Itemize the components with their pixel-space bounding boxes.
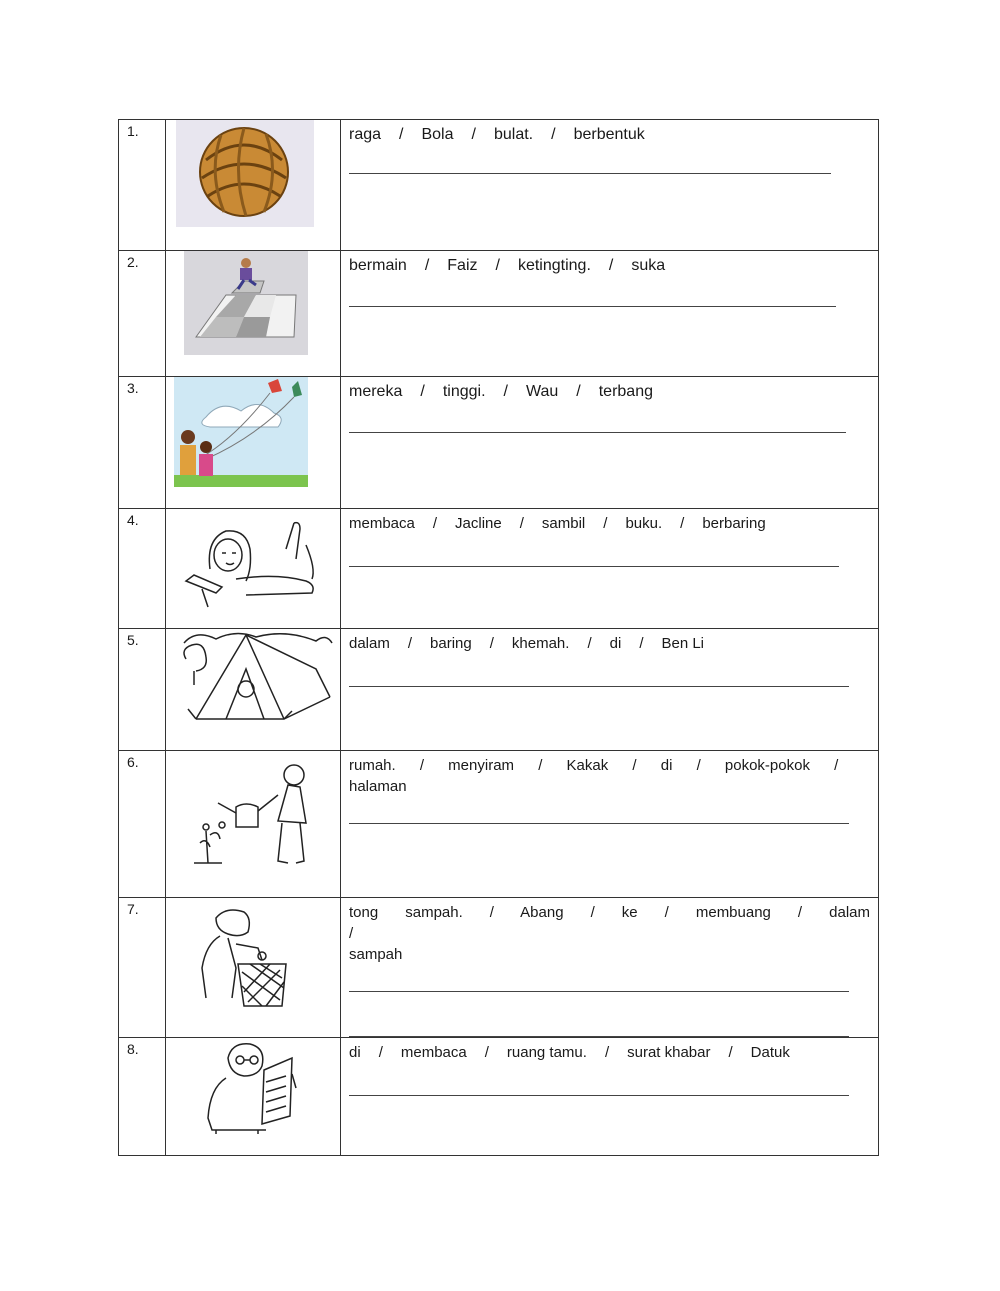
row-number: 4. (119, 509, 166, 629)
picture-cell (166, 751, 341, 898)
word: Datuk (750, 1044, 790, 1061)
throwing-rubbish-icon (166, 898, 340, 1010)
scrambled-words (349, 1042, 870, 1063)
sentence-cell (341, 629, 879, 751)
separator: / (587, 635, 592, 652)
scrambled-words (349, 381, 870, 402)
word: Jacline (455, 515, 502, 532)
table-row (119, 377, 879, 509)
word: membaca (349, 515, 415, 532)
picture-cell (166, 898, 341, 1038)
row-number: 5. (119, 629, 166, 751)
word: mereka (349, 383, 403, 400)
word: sambil (541, 515, 586, 532)
scrambled-words (349, 255, 870, 276)
scrambled-words: tong sampah. / Abang / ke / membuang / dalam / (349, 904, 870, 942)
picture-cell (166, 629, 341, 751)
separator: / (420, 383, 425, 400)
separator: / (503, 383, 508, 400)
sentence-table (118, 119, 879, 1156)
kite-flying-icon (166, 377, 340, 489)
sentence-cell (341, 509, 879, 629)
word: di (349, 1044, 361, 1061)
word: terbang (598, 383, 653, 400)
separator: / (407, 635, 413, 652)
sentence-cell (341, 751, 879, 898)
separator: / (639, 635, 644, 652)
scrambled-words (349, 124, 870, 145)
hopscotch-icon (166, 251, 340, 357)
picture-cell (166, 509, 341, 629)
word: Ben Li (661, 635, 705, 652)
separator: / (604, 1044, 610, 1061)
word: Bola (421, 126, 454, 143)
picture-cell (166, 1038, 341, 1156)
separator: / (471, 126, 476, 143)
word: ketingting. (517, 257, 591, 274)
answer-line[interactable] (349, 566, 839, 567)
separator: / (680, 515, 685, 532)
answer-line[interactable] (349, 823, 849, 824)
table-row (119, 898, 879, 1038)
separator: / (424, 257, 430, 274)
sentence-cell (341, 898, 879, 1038)
row-number: 2. (119, 251, 166, 377)
word: tinggi. (442, 383, 486, 400)
separator: / (484, 1044, 489, 1061)
table-row (119, 629, 879, 751)
separator: / (489, 635, 494, 652)
word: Wau (525, 383, 559, 400)
watering-plants-icon (166, 751, 340, 881)
tent-icon (166, 629, 340, 729)
sentence-cell (341, 120, 879, 251)
grandfather-reading-newspaper-icon (166, 1038, 340, 1138)
table-row (119, 251, 879, 377)
scrambled-words-continued: halaman (349, 778, 407, 795)
separator: / (432, 515, 438, 532)
scrambled-words-continued: sampah (349, 946, 403, 963)
separator: / (603, 515, 608, 532)
answer-line[interactable] (349, 686, 849, 687)
word: khemah. (511, 635, 570, 652)
sepak-raga-ball-icon (166, 120, 340, 230)
sentence-cell (341, 377, 879, 509)
word: surat khabar (627, 1044, 711, 1061)
word: dalam (349, 635, 390, 652)
separator: / (495, 257, 500, 274)
scrambled-words: rumah. / menyiram / Kakak / di / pokok-pokok / (349, 757, 839, 774)
word: membaca (400, 1044, 467, 1061)
answer-line[interactable] (349, 173, 831, 174)
answer-line[interactable] (349, 1095, 849, 1096)
word: baring (430, 635, 472, 652)
answer-line[interactable] (349, 432, 846, 433)
scrambled-words (349, 633, 870, 654)
row-number: 8. (119, 1038, 166, 1156)
row-number: 6. (119, 751, 166, 898)
separator: / (576, 383, 581, 400)
row-number: 7. (119, 898, 166, 1038)
sentence-cell (341, 1038, 879, 1156)
answer-line[interactable] (349, 991, 849, 992)
picture-cell (166, 377, 341, 509)
separator: / (378, 1044, 383, 1061)
girl-reading-lying-icon (166, 509, 340, 609)
row-number: 3. (119, 377, 166, 509)
word: buku. (625, 515, 663, 532)
worksheet (118, 119, 879, 1156)
word: bermain (349, 257, 407, 274)
word: bulat. (493, 126, 534, 143)
separator: / (551, 126, 556, 143)
table-row (119, 1038, 879, 1156)
table-row (119, 120, 879, 251)
sentence-cell (341, 251, 879, 377)
word: suka (631, 257, 666, 274)
word: Faiz (447, 257, 478, 274)
word: raga (349, 126, 382, 143)
picture-cell (166, 251, 341, 377)
answer-line[interactable] (349, 306, 836, 307)
word: ruang tamu. (506, 1044, 587, 1061)
scrambled-words (349, 513, 870, 534)
word: di (609, 635, 622, 652)
table-row (119, 751, 879, 898)
row-number: 1. (119, 120, 166, 251)
separator: / (519, 515, 524, 532)
picture-cell (166, 120, 341, 251)
word: berbentuk (573, 126, 645, 143)
separator: / (608, 257, 614, 274)
separator: / (728, 1044, 733, 1061)
word: berbaring (702, 515, 766, 532)
table-row (119, 509, 879, 629)
separator: / (399, 126, 404, 143)
